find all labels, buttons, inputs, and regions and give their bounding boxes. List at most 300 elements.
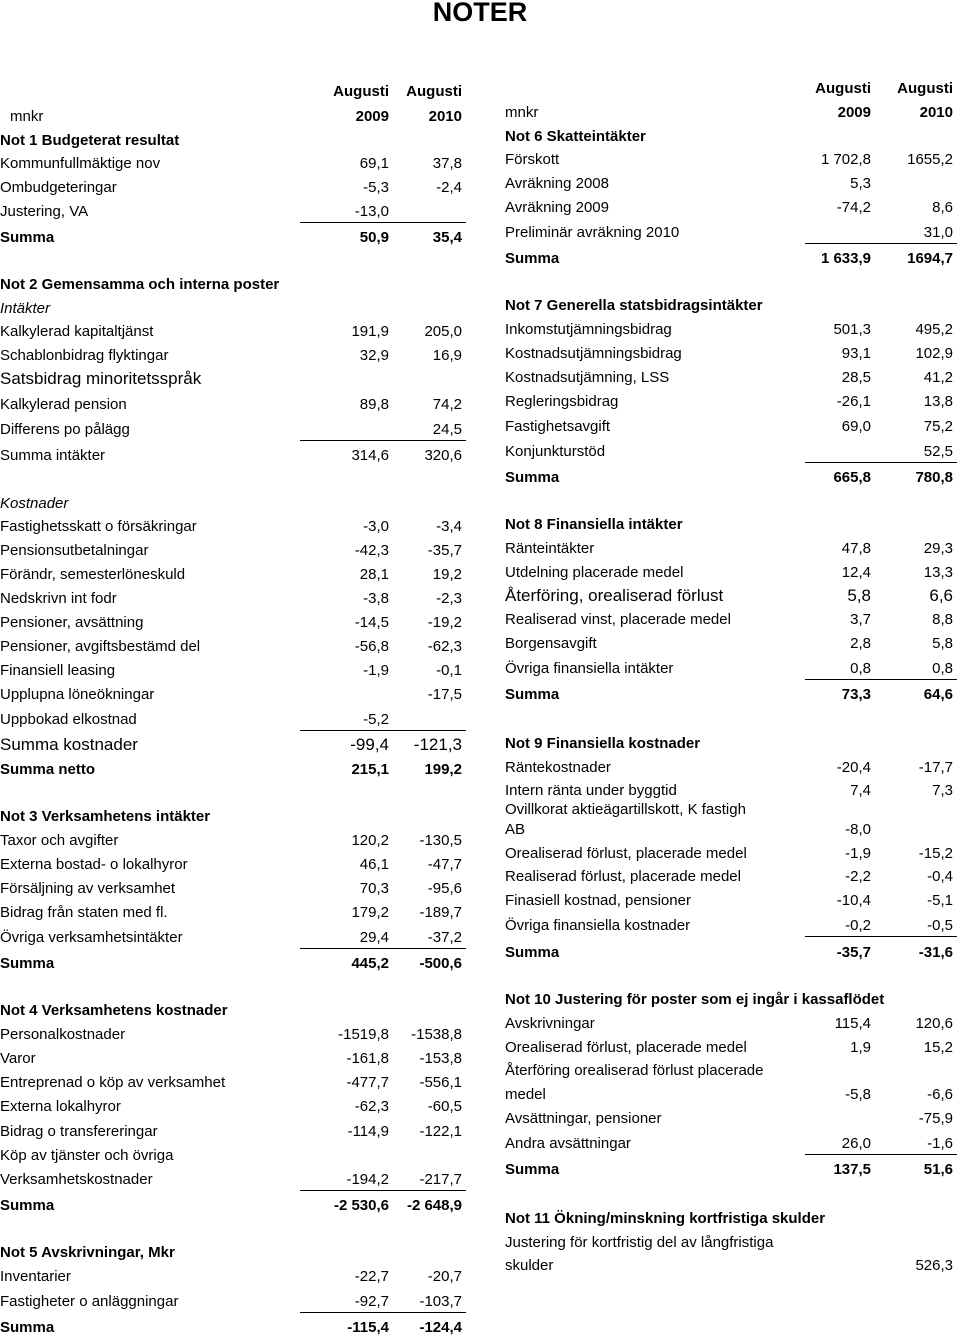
- value-2009: -10,4: [836, 892, 871, 909]
- value-2010: -3,4: [436, 518, 462, 535]
- value-2010: -130,5: [419, 832, 462, 849]
- value-2009: 70,3: [359, 880, 389, 897]
- value-2009: 5,8: [847, 586, 871, 605]
- note-row: [0, 541, 466, 561]
- note-row: [505, 685, 957, 705]
- note-row: [505, 150, 957, 170]
- value-2009: 501,3: [833, 321, 871, 338]
- note-row: [505, 610, 957, 630]
- value-2010: -124,4: [419, 1319, 462, 1336]
- note-row: [0, 1170, 466, 1190]
- note-row: [505, 223, 957, 243]
- row-label: Orealiserad förlust, placerade medel: [505, 1039, 747, 1056]
- row-label: Not 8 Finansiella intäkter: [505, 516, 683, 533]
- value-2009: -74,2: [836, 199, 871, 216]
- row-label: Räntekostnader: [505, 759, 611, 776]
- value-2009: -115,4: [347, 1319, 389, 1336]
- value-2009: -92,7: [354, 1293, 389, 1310]
- value-2010: 5,8: [932, 635, 953, 652]
- note-row: [0, 710, 466, 730]
- note-row: [0, 879, 466, 899]
- value-2010: 495,2: [915, 321, 953, 338]
- value-2010: 24,5: [432, 421, 462, 438]
- note-row: [0, 831, 466, 851]
- note-row: [505, 634, 957, 654]
- value-2010: -0,1: [436, 662, 462, 679]
- row-label: mnkr: [505, 104, 539, 121]
- row-label: Kostnadsutjämning, LSS: [505, 369, 670, 386]
- row-label: Justering, VA: [0, 203, 89, 220]
- note-row: [0, 661, 466, 681]
- right-notes-column: [505, 0, 957, 1338]
- value-2009: -13,0: [354, 203, 389, 220]
- value-2009: -2 530,6: [333, 1197, 389, 1214]
- value-2010: 74,2: [432, 396, 462, 413]
- left-notes-column: [0, 0, 466, 1338]
- note-row: [505, 442, 957, 462]
- row-label: Summa: [505, 1161, 560, 1178]
- note-row: [505, 867, 957, 887]
- row-label: Not 1 Budgeterat resultat: [0, 132, 180, 149]
- value-2010: 51,6: [923, 1161, 953, 1178]
- value-2009: -5,2: [363, 711, 389, 728]
- value-2009: -161,8: [346, 1050, 389, 1067]
- note-row: [505, 943, 957, 963]
- note-row: [505, 916, 957, 936]
- note-row: [505, 296, 957, 316]
- value-2009: 47,8: [841, 540, 871, 557]
- row-label: Summa: [0, 1319, 55, 1336]
- value-2009: -114,9: [347, 1123, 389, 1140]
- row-label: Not 5 Avskrivningar, Mkr: [0, 1244, 175, 1261]
- value-2009: 50,9: [359, 229, 389, 246]
- value-2010: -189,7: [419, 904, 462, 921]
- row-label: Summa kostnader: [0, 735, 138, 754]
- note-row: [0, 228, 466, 248]
- note-row: [0, 178, 466, 198]
- value-2010: -31,6: [918, 944, 953, 961]
- row-label: Not 6 Skatteintäkter: [505, 128, 646, 145]
- row-label: Realiserad vinst, placerade medel: [505, 611, 731, 628]
- value-2010: 37,8: [432, 155, 462, 172]
- note-row: [505, 320, 957, 340]
- value-2010: -60,5: [427, 1098, 462, 1115]
- note-row: [0, 346, 466, 366]
- row-label: Nedskrivn int fodr: [0, 590, 117, 607]
- note-row: [505, 1160, 957, 1180]
- row-label: Försäljning av verksamhet: [0, 880, 176, 897]
- note-row: [0, 565, 466, 585]
- value-2010: -0,5: [927, 917, 953, 934]
- note-row: [0, 735, 466, 755]
- note-row: [0, 1243, 466, 1263]
- row-label: Ombudgeteringar: [0, 179, 117, 196]
- note-row: [505, 174, 957, 194]
- value-2010: 6,6: [929, 586, 953, 605]
- note-row: [505, 1061, 957, 1081]
- value-2009: -1,9: [845, 845, 871, 862]
- value-2010: 52,5: [923, 443, 953, 460]
- row-label: Verksamhetskostnader: [0, 1171, 153, 1188]
- row-label: Justering för kortfristig del av långfristiga: [505, 1234, 774, 1251]
- value-2009: -26,1: [836, 393, 871, 410]
- value-2009: 69,0: [841, 418, 871, 435]
- row-label: Summa: [505, 944, 560, 961]
- value-2009: -2,2: [845, 868, 871, 885]
- value-2010: -47,7: [427, 856, 462, 873]
- row-label: Kommunfullmäktige nov: [0, 155, 161, 172]
- note-row: [505, 563, 957, 583]
- value-2009: -0,2: [845, 917, 871, 934]
- row-label: Uppbokad elkostnad: [0, 711, 137, 728]
- value-2010: 120,6: [915, 1015, 953, 1032]
- value-2010: -153,8: [419, 1050, 462, 1067]
- note-row: [0, 903, 466, 923]
- row-label: Bidrag från staten med fl.: [0, 904, 168, 921]
- row-label: Kostnadsutjämningsbidrag: [505, 345, 682, 362]
- value-2010: 320,6: [424, 447, 462, 464]
- value-2009: -3,8: [363, 590, 389, 607]
- note-row: [0, 517, 466, 537]
- value-2009: 2,8: [850, 635, 871, 652]
- row-label: skulder: [505, 1257, 554, 1274]
- row-label: Summa: [0, 229, 55, 246]
- note-row: [505, 844, 957, 864]
- value-2010: -121,3: [413, 735, 462, 754]
- value-2009: 29,4: [359, 929, 389, 946]
- row-label: Köp av tjänster och övriga: [0, 1147, 174, 1164]
- value-2009: 12,4: [841, 564, 871, 581]
- row-label: Andra avsättningar: [505, 1135, 631, 1152]
- note-row: [505, 820, 957, 840]
- page-title: NOTER: [432, 0, 528, 27]
- value-2010: -17,5: [427, 686, 462, 703]
- value-2009: -5,8: [845, 1086, 871, 1103]
- row-label: AB: [505, 821, 526, 838]
- note-row: [505, 1085, 957, 1105]
- note-row: [0, 685, 466, 705]
- row-label: Återföring orealiserad förlust placerade: [505, 1062, 764, 1079]
- note-row: [505, 586, 957, 606]
- value-2010: 13,3: [923, 564, 953, 581]
- row-label: Intern ränta under byggtid: [505, 782, 677, 799]
- note-row: [0, 589, 466, 609]
- row-label: Summa: [505, 686, 560, 703]
- row-label: Borgensavgift: [505, 635, 597, 652]
- value-2009: 137,5: [833, 1161, 871, 1178]
- value-2009: -1,9: [363, 662, 389, 679]
- row-label: Avsättningar, pensioner: [505, 1110, 662, 1127]
- row-label: Personalkostnader: [0, 1026, 126, 1043]
- note-row: [0, 494, 466, 514]
- note-row: [505, 659, 957, 679]
- value-2009: 1 702,8: [820, 151, 871, 168]
- value-2010: 8,8: [932, 611, 953, 628]
- note-row: [0, 855, 466, 875]
- row-label: Finansiell leasing: [0, 662, 116, 679]
- note-row: [0, 807, 466, 827]
- note-row: [505, 392, 957, 412]
- value-2010: Augusti: [406, 83, 462, 100]
- row-label: Not 2 Gemensamma och interna poster: [0, 276, 280, 293]
- row-label: Not 9 Finansiella kostnader: [505, 735, 701, 752]
- row-label: Avräkning 2008: [505, 175, 609, 192]
- value-2009: 69,1: [359, 155, 389, 172]
- value-2009: 28,5: [841, 369, 871, 386]
- note-row: [505, 990, 957, 1010]
- value-2009: 120,2: [351, 832, 389, 849]
- note-row: [505, 103, 957, 123]
- note-row: [505, 468, 957, 488]
- value-2009: 28,1: [359, 566, 389, 583]
- value-2010: -217,7: [419, 1171, 462, 1188]
- note-row: [505, 127, 957, 147]
- row-label: Regleringsbidrag: [505, 393, 619, 410]
- note-row: [0, 954, 466, 974]
- note-row: [505, 79, 957, 99]
- value-2010: 199,2: [424, 761, 462, 778]
- row-label: Avräkning 2009: [505, 199, 609, 216]
- note-row: [505, 198, 957, 218]
- row-label: Summa: [0, 955, 55, 972]
- row-label: Övriga finansiella intäkter: [505, 660, 674, 677]
- value-2010: -556,1: [419, 1074, 462, 1091]
- row-label: Preliminär avräkning 2010: [505, 224, 680, 241]
- row-label: Pensioner, avsättning: [0, 614, 144, 631]
- note-row: [0, 1097, 466, 1117]
- value-2010: Augusti: [897, 80, 953, 97]
- row-label: Återföring, orealiserad förlust: [505, 586, 724, 605]
- row-label: Entreprenad o köp av verksamhet: [0, 1074, 226, 1091]
- value-2010: -1538,8: [411, 1026, 462, 1043]
- note-row: [0, 299, 466, 319]
- note-row: [0, 1025, 466, 1045]
- value-2009: 179,2: [351, 904, 389, 921]
- row-label: Summa: [505, 250, 560, 267]
- value-2010: -17,7: [918, 759, 953, 776]
- row-label: Pensionsutbetalningar: [0, 542, 149, 559]
- value-2010: 16,9: [432, 347, 462, 364]
- value-2009: 46,1: [359, 856, 389, 873]
- value-2009: -22,7: [354, 1268, 389, 1285]
- note-row: [505, 1134, 957, 1154]
- value-2009: 89,8: [359, 396, 389, 413]
- value-2009: 1 633,9: [820, 250, 871, 267]
- value-2009: -5,3: [363, 179, 389, 196]
- row-label: Externa bostad- o lokalhyror: [0, 856, 188, 873]
- note-row: [505, 1014, 957, 1034]
- note-row: [505, 1209, 957, 1229]
- row-label: Ränteintäkter: [505, 540, 595, 557]
- value-2009: Augusti: [815, 80, 871, 97]
- row-label: Summa netto: [0, 761, 96, 778]
- row-label: Kalkylerad kapitaltjänst: [0, 323, 154, 340]
- row-label: Not 11 Ökning/minskning kortfristiga skulder: [505, 1210, 826, 1227]
- value-2010: -19,2: [427, 614, 462, 631]
- row-label: Bidrag o transfereringar: [0, 1123, 158, 1140]
- value-2009: -99,4: [350, 735, 389, 754]
- value-2010: 7,3: [932, 782, 953, 799]
- row-label: Externa lokalhyror: [0, 1098, 121, 1115]
- value-2009: 1,9: [850, 1039, 871, 1056]
- row-label: Not 3 Verksamhetens intäkter: [0, 808, 211, 825]
- row-label: Realiserad förlust, placerade medel: [505, 868, 741, 885]
- value-2010: 19,2: [432, 566, 462, 583]
- note-row: [0, 154, 466, 174]
- value-2010: 526,3: [915, 1257, 953, 1274]
- row-label: Ovillkorat aktieägartillskott, K fastigh: [505, 801, 746, 818]
- value-2009: -35,7: [836, 944, 871, 961]
- value-2009: 5,3: [850, 175, 871, 192]
- value-2009: -3,0: [363, 518, 389, 535]
- value-2010: 41,2: [923, 369, 953, 386]
- value-2010: -0,4: [927, 868, 953, 885]
- value-2009: -477,7: [346, 1074, 389, 1091]
- value-2009: 665,8: [833, 469, 871, 486]
- note-row: [0, 1001, 466, 1021]
- value-2010: 2010: [428, 108, 462, 125]
- row-label: Inkomstutjämningsbidrag: [505, 321, 672, 338]
- row-label: Kostnader: [0, 495, 69, 512]
- value-2010: -2,3: [436, 590, 462, 607]
- row-label: Förskott: [505, 151, 560, 168]
- value-2010: 0,8: [932, 660, 953, 677]
- value-2009: -194,2: [346, 1171, 389, 1188]
- value-2009: 314,6: [351, 447, 389, 464]
- row-label: Summa intäkter: [0, 447, 106, 464]
- value-2009: -62,3: [354, 1098, 389, 1115]
- value-2009: 3,7: [850, 611, 871, 628]
- row-label: Finasiell kostnad, pensioner: [505, 892, 691, 909]
- value-2010: 15,2: [923, 1039, 953, 1056]
- value-2010: -1,6: [927, 1135, 953, 1152]
- value-2010: 1655,2: [907, 151, 953, 168]
- note-row: [505, 368, 957, 388]
- value-2010: 780,8: [915, 469, 953, 486]
- note-row: [0, 637, 466, 657]
- note-row: [0, 322, 466, 342]
- note-row: [0, 1146, 466, 1166]
- note-row: [505, 1256, 957, 1276]
- value-2009: 0,8: [850, 660, 871, 677]
- value-2010: -15,2: [918, 845, 953, 862]
- value-2010: -5,1: [927, 892, 953, 909]
- note-row: [0, 1267, 466, 1287]
- value-2009: 73,3: [841, 686, 871, 703]
- note-row: [0, 395, 466, 415]
- value-2009: 26,0: [841, 1135, 871, 1152]
- value-2009: -20,4: [836, 759, 871, 776]
- row-label: medel: [505, 1086, 546, 1103]
- row-label: Summa: [505, 469, 560, 486]
- value-2010: -62,3: [427, 638, 462, 655]
- value-2009: 2009: [355, 108, 389, 125]
- note-row: [0, 1196, 466, 1216]
- value-2010: -2,4: [436, 179, 462, 196]
- row-label: Utdelning placerade medel: [505, 564, 684, 581]
- value-2010: -6,6: [927, 1086, 953, 1103]
- value-2010: 1694,7: [907, 250, 953, 267]
- value-2009: -8,0: [845, 821, 871, 838]
- value-2010: 64,6: [923, 686, 953, 703]
- value-2010: 8,6: [932, 199, 953, 216]
- row-label: Pensioner, avgiftsbestämd del: [0, 638, 201, 655]
- note-row: [0, 131, 466, 151]
- value-2009: -14,5: [354, 614, 389, 631]
- value-2010: -20,7: [427, 1268, 462, 1285]
- row-label: Övriga verksamhetsintäkter: [0, 929, 183, 946]
- note-row: [0, 613, 466, 633]
- value-2009: 215,1: [351, 761, 389, 778]
- value-2009: 191,9: [351, 323, 389, 340]
- note-row: [0, 1292, 466, 1312]
- row-label: Konjunkturstöd: [505, 443, 606, 460]
- value-2009: 115,4: [834, 1015, 871, 1032]
- row-label: Upplupna löneökningar: [0, 686, 155, 703]
- note-row: [505, 344, 957, 364]
- note-row: [505, 249, 957, 269]
- row-label: Varor: [0, 1050, 36, 1067]
- row-label: Not 4 Verksamhetens kostnader: [0, 1002, 228, 1019]
- row-label: Not 7 Generella statsbidragsintäkter: [505, 297, 763, 314]
- value-2010: 75,2: [923, 418, 953, 435]
- note-row: [505, 1233, 957, 1253]
- row-label: Orealiserad förlust, placerade medel: [505, 845, 747, 862]
- row-label: mnkr: [10, 108, 44, 125]
- row-label: Summa: [0, 1197, 55, 1214]
- value-2010: 205,0: [424, 323, 462, 340]
- value-2009: 7,4: [850, 782, 871, 799]
- note-row: [0, 275, 466, 295]
- value-2010: 13,8: [923, 393, 953, 410]
- value-2009: 2009: [837, 104, 871, 121]
- value-2009: -42,3: [354, 542, 389, 559]
- row-label: Intäkter: [0, 300, 51, 317]
- note-row: [505, 758, 957, 778]
- row-label: Kalkylerad pension: [0, 396, 127, 413]
- note-row: [0, 1122, 466, 1142]
- value-2010: 29,3: [923, 540, 953, 557]
- row-label: Schablonbidrag flyktingar: [0, 347, 169, 364]
- value-2010: -103,7: [419, 1293, 462, 1310]
- note-row: [505, 1038, 957, 1058]
- row-label: Satsbidrag minoritetsspråk: [0, 369, 202, 388]
- value-2009: -56,8: [354, 638, 389, 655]
- row-label: Fastigheter o anläggningar: [0, 1293, 179, 1310]
- note-row: [505, 1109, 957, 1129]
- note-row: [505, 891, 957, 911]
- note-row: [505, 515, 957, 535]
- note-row: [0, 420, 466, 440]
- value-2009: 93,1: [841, 345, 871, 362]
- row-label: Övriga finansiella kostnader: [505, 917, 691, 934]
- row-label: Avskrivningar: [505, 1015, 595, 1032]
- note-row: [505, 417, 957, 437]
- note-row: [0, 1073, 466, 1093]
- note-row: [0, 369, 466, 389]
- value-2010: -37,2: [427, 929, 462, 946]
- value-2010: -95,6: [427, 880, 462, 897]
- note-row: [505, 539, 957, 559]
- note-row: [0, 1318, 466, 1338]
- note-row: [505, 800, 957, 820]
- value-2009: 445,2: [351, 955, 389, 972]
- value-2010: 35,4: [432, 229, 462, 246]
- note-row: [0, 107, 466, 127]
- row-label: Fastighetsavgift: [505, 418, 611, 435]
- value-2010: -75,9: [918, 1110, 953, 1127]
- note-row: [505, 781, 957, 801]
